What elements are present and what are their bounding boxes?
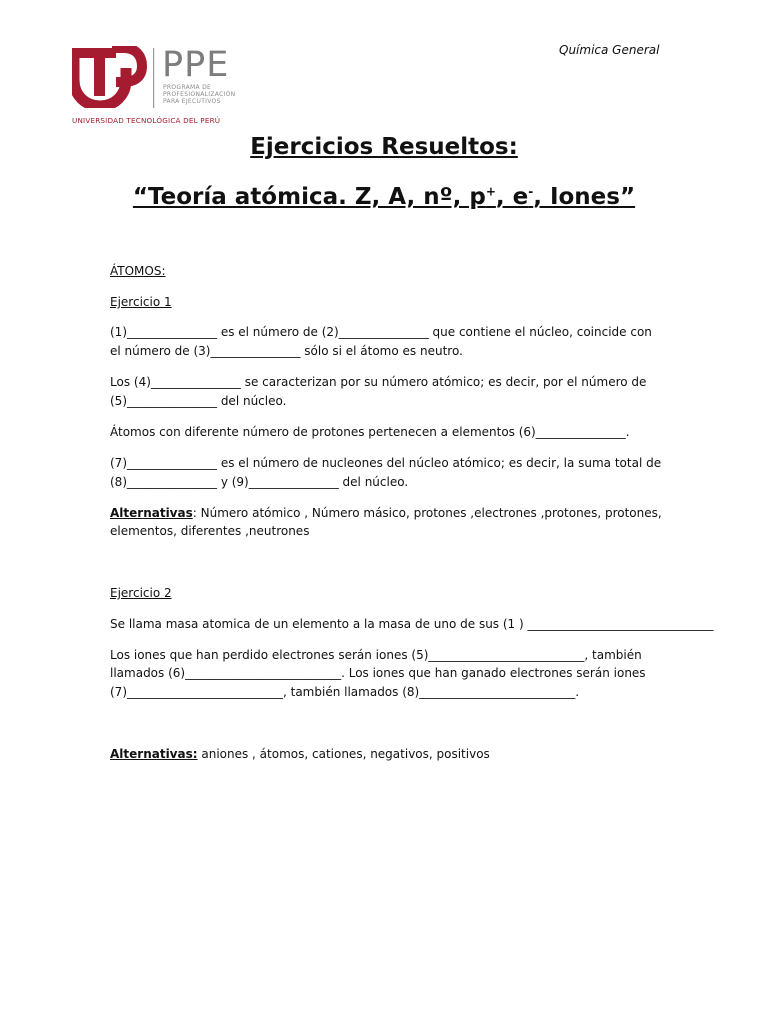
section-heading: ÁTOMOS: [110,264,166,278]
ppe-brand: PPE [162,45,230,85]
page-subtitle [0,184,768,210]
ppe-subtitle-1: PROGRAMA DE [163,84,212,91]
ex2-paragraph-2-line-3: (7)__________________________, también llamados (8)__________________________. [110,685,580,699]
ex1-paragraph-4-line-1: (7)_______________ es el número de nucleones del núcleo atómico; es decir, la suma total de [110,456,662,470]
ex1-alternatives-text: : Número atómico , Número másico, protones ,electrones ,protones, protones, [192,506,662,520]
ex1-alternatives-line-1 [110,504,665,523]
subtitle-sup-plus: + [485,184,496,199]
university-name: UNIVERSIDAD TECNOLÓGICA DEL PERÚ [72,116,221,125]
ex2-alternatives-text: aniones , átomos, cationes, negativos, positivos [197,747,490,761]
exercise-2-heading: Ejercicio 2 [110,586,172,600]
page-title: Ejercicios Resueltos: [250,134,518,160]
subtitle-part-1: “Teoría atómica. Z, A, nº, p [132,184,486,210]
ex1-paragraph-4-line-2: (8)_______________ y (9)_______________ del núcleo. [110,475,409,489]
ex2-alternatives [110,745,665,764]
utp-mark-icon [72,46,152,108]
subtitle-part-2: , e [495,184,529,210]
ex1-paragraph-2-line-2: (5)_______________ del núcleo. [110,394,287,408]
ppe-subtitle-3: PARA EJECUTIVOS [163,98,221,105]
subtitle-sup-minus: - [528,184,534,199]
logo-divider [152,48,156,108]
ex1-paragraph-3: Átomos con diferente número de protones pertenecen a elementos (6)_______________. [110,425,630,439]
ex2-paragraph-2-line-2: llamados (6)__________________________. Los iones que han ganado electrones serán iones [110,666,646,680]
ex1-paragraph-2-line-1: Los (4)_______________ se caracterizan por su número atómico; es decir, por el número de [110,375,647,389]
ex1-paragraph-1-line-1: (1)_______________ es el número de (2)_______________ que contiene el núcleo, coincide con [110,325,652,339]
ex2-paragraph-2-line-1: Los iones que han perdido electrones serán iones (5)__________________________, también [110,648,642,662]
ex1-paragraph-1-line-2: el número de (3)_______________ sólo si el átomo es neutro. [110,344,463,358]
ppe-subtitle-2: PROFESIONALIZACIÓN [163,91,236,98]
course-name: Química General [559,43,660,57]
ex2-paragraph-1: Se llama masa atomica de un elemento a la masa de uno de sus (1 ) _______________________________ [110,617,714,631]
utp-logo [72,46,272,126]
ex1-alternatives-line-2: elementos, diferentes ,neutrones [110,524,310,538]
subtitle-part-3: , Iones” [533,184,636,210]
ex2-alternatives-label: Alternativas: [110,747,198,761]
ex1-alternatives-label: Alternativas [110,506,193,520]
exercise-1-heading: Ejercicio 1 [110,295,172,309]
